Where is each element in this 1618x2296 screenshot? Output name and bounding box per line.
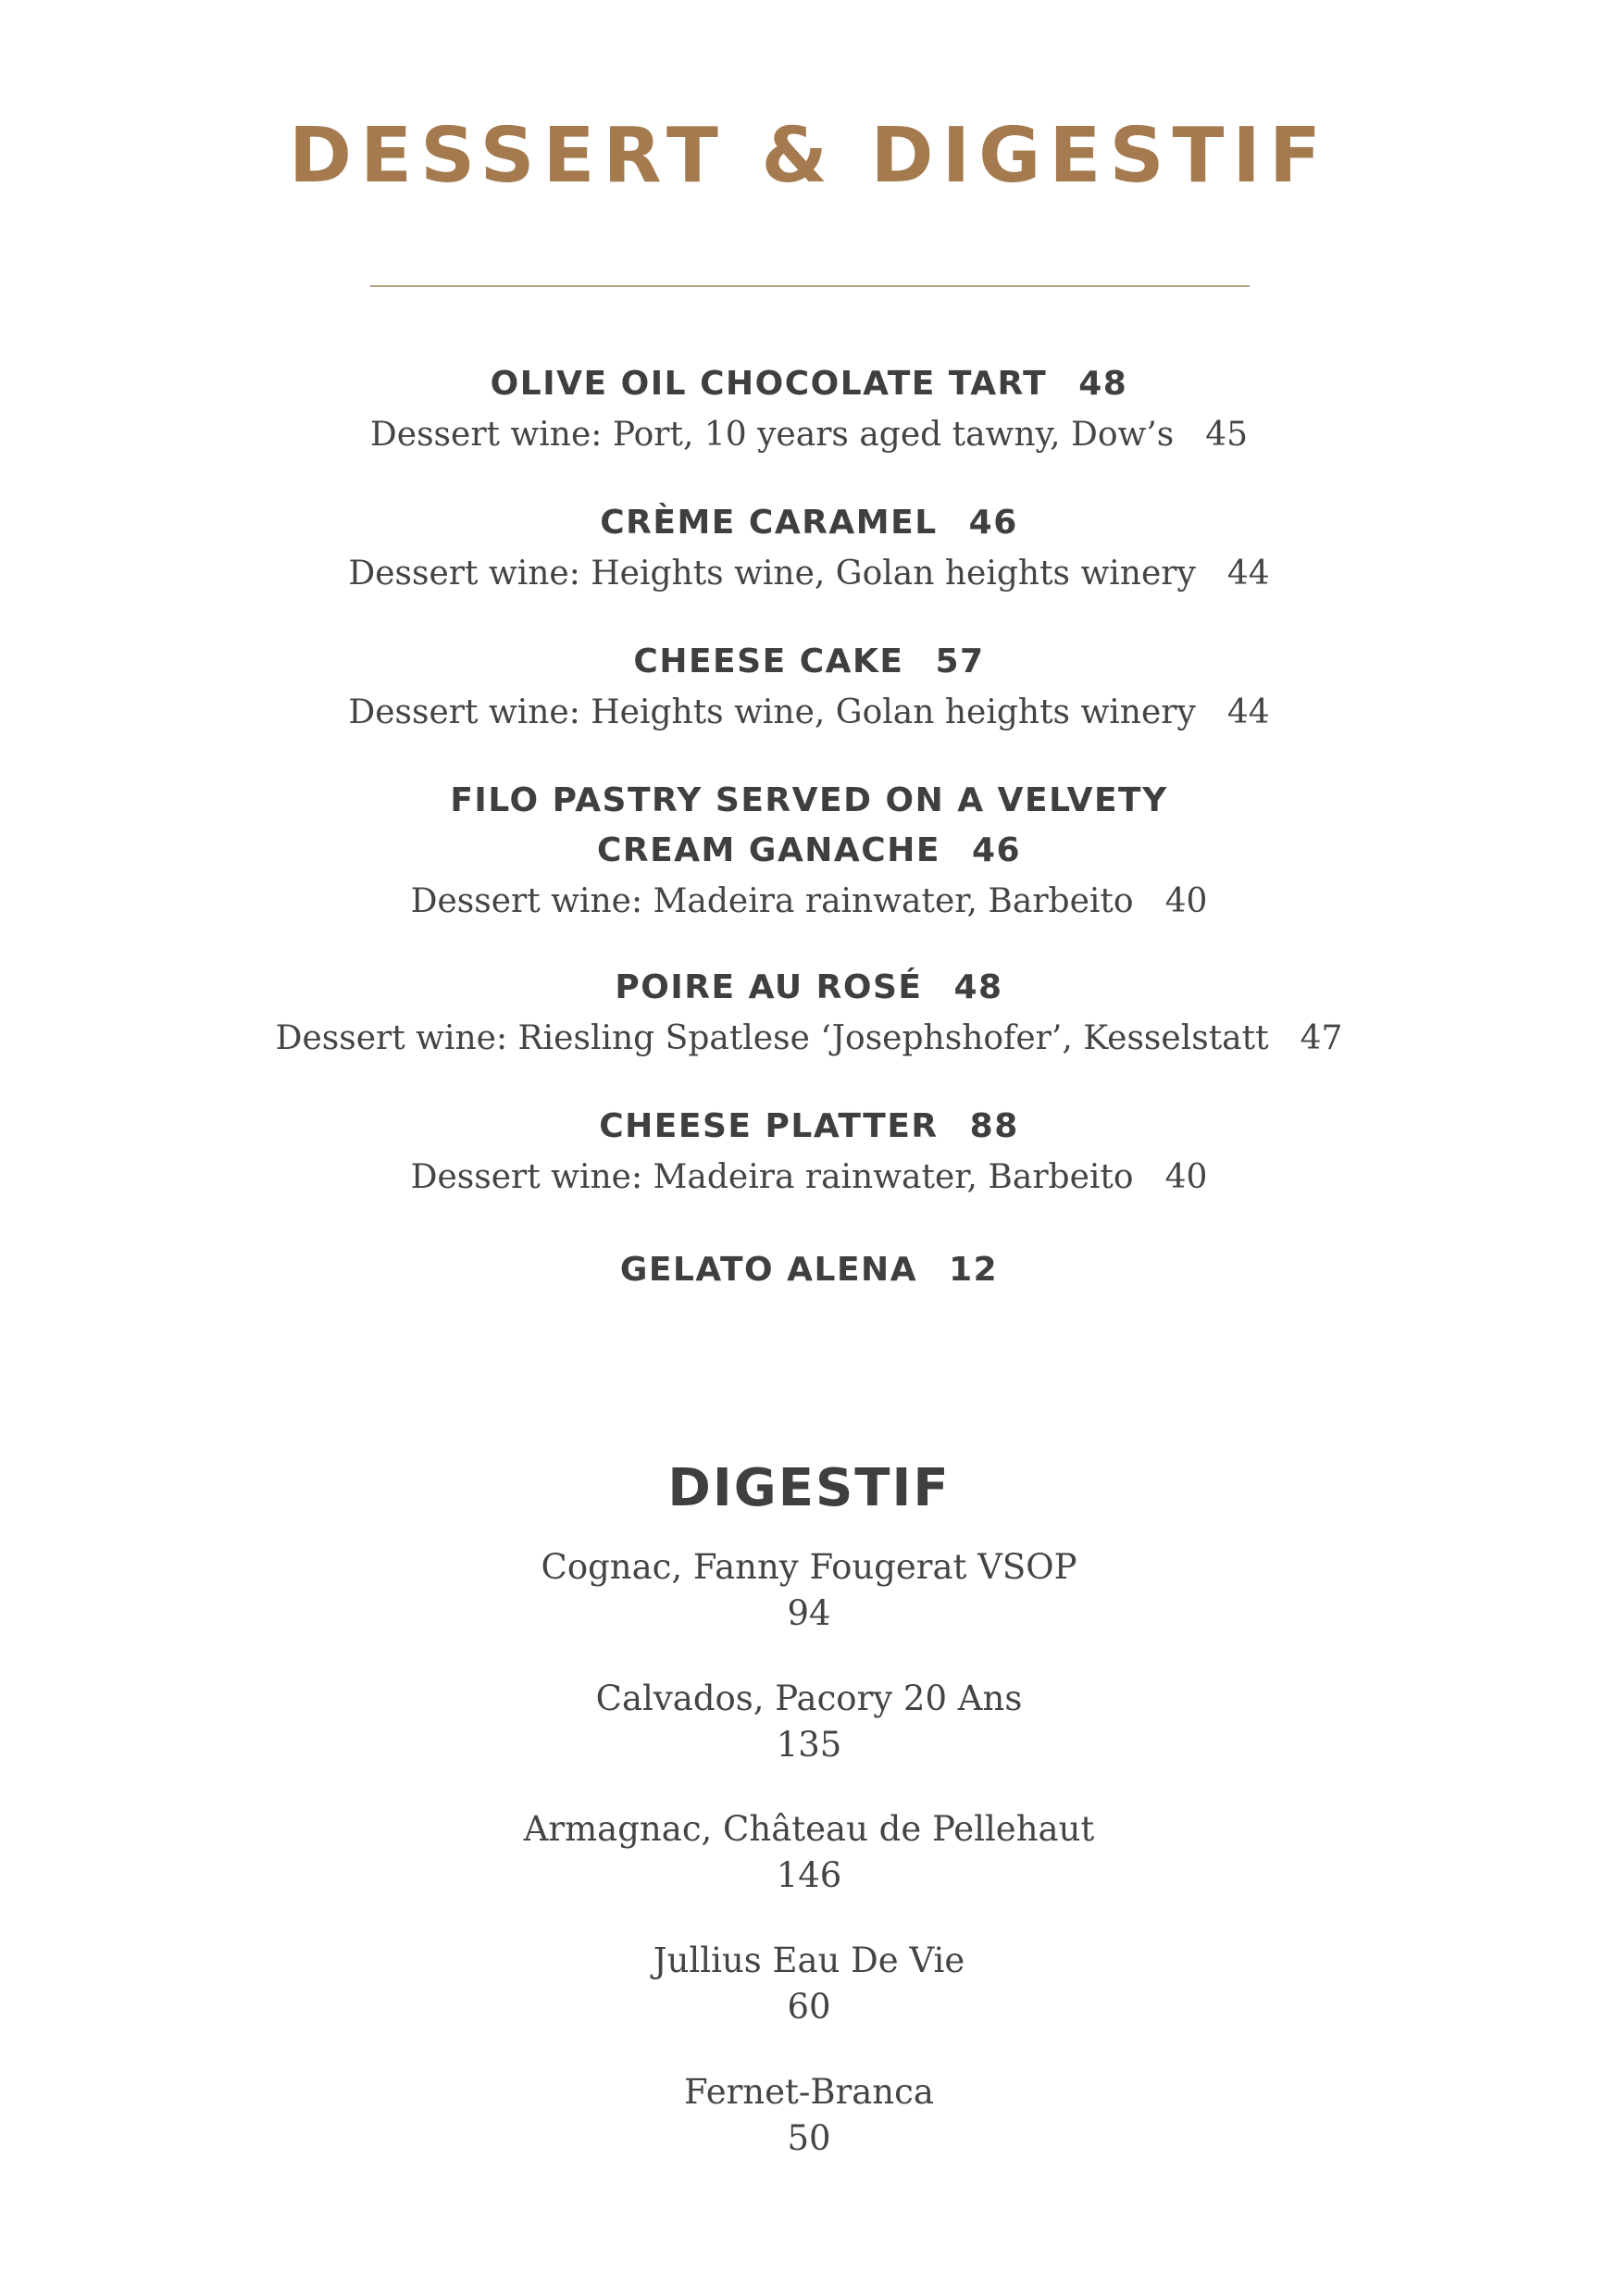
digestif-price: 135 bbox=[776, 1725, 842, 1765]
wine-pairing: Dessert wine: Madeira rainwater, Barbeito bbox=[410, 1158, 1134, 1196]
wine-price: 40 bbox=[1164, 882, 1208, 920]
wine-pairing-line bbox=[0, 1013, 1618, 1065]
wine-pairing-line bbox=[0, 548, 1618, 600]
wine-pairing: Dessert wine: Madeira rainwater, Barbeito bbox=[410, 882, 1134, 920]
digestif-name: Cognac, Fanny Fougerat VSOP bbox=[541, 1547, 1077, 1587]
dessert-name: CHEESE PLATTER bbox=[599, 1107, 939, 1145]
dessert-item bbox=[0, 637, 1618, 739]
dessert-price: 46 bbox=[971, 831, 1022, 869]
wine-pairing-line bbox=[0, 687, 1618, 739]
dessert-price: 57 bbox=[935, 643, 985, 680]
wine-pairing-line bbox=[0, 409, 1618, 461]
digestif-price: 94 bbox=[787, 1593, 831, 1633]
page-title: DESSERT & DIGESTIF bbox=[289, 112, 1329, 200]
dessert-name: CRÈME CARAMEL bbox=[600, 504, 938, 542]
wine-price: 47 bbox=[1300, 1019, 1343, 1057]
digestif-price: 60 bbox=[787, 1987, 831, 2027]
dessert-price: 46 bbox=[968, 504, 1018, 542]
dessert-price: 48 bbox=[953, 968, 1003, 1006]
digestif-price: 50 bbox=[787, 2118, 831, 2158]
dessert-name-line bbox=[0, 637, 1618, 687]
wine-pairing-line bbox=[0, 1152, 1618, 1204]
wine-price: 44 bbox=[1226, 555, 1270, 593]
dessert-item bbox=[0, 1102, 1618, 1204]
dessert-price: 48 bbox=[1078, 365, 1128, 403]
wine-pairing: Dessert wine: Riesling Spatlese ‘Josephshofer’, Kesselstatt bbox=[275, 1019, 1269, 1057]
dessert-name-line bbox=[0, 359, 1618, 409]
digestif-item bbox=[0, 1676, 1618, 1768]
digestif-item bbox=[0, 1806, 1618, 1899]
dessert-name: GELATO ALENA bbox=[619, 1251, 918, 1289]
wine-pairing-line bbox=[0, 876, 1618, 928]
wine-price: 44 bbox=[1226, 693, 1270, 731]
dessert-item bbox=[0, 359, 1618, 461]
dessert-name: CHEESE CAKE bbox=[633, 643, 904, 680]
digestif-item bbox=[0, 2069, 1618, 2162]
dessert-item bbox=[0, 1245, 1618, 1295]
dessert-name: OLIVE OIL CHOCOLATE TART bbox=[490, 365, 1048, 403]
wine-pairing: Dessert wine: Port, 10 years aged tawny, Dow’s bbox=[369, 416, 1175, 454]
dessert-name-line bbox=[0, 498, 1618, 548]
digestif-name: Fernet-Branca bbox=[684, 2072, 934, 2112]
wine-price: 40 bbox=[1164, 1158, 1208, 1196]
dessert-name: POIRE AU ROSÉ bbox=[615, 968, 923, 1006]
digestif-section-title: DIGESTIF bbox=[667, 1458, 951, 1519]
dessert-name-line bbox=[0, 1102, 1618, 1152]
dessert-name: CREAM GANACHE bbox=[596, 831, 940, 869]
dessert-name-line bbox=[0, 826, 1618, 876]
digestif-name: Jullius Eau De Vie bbox=[653, 1940, 965, 1980]
wine-pairing: Dessert wine: Heights wine, Golan heights winery bbox=[348, 555, 1196, 593]
digestif-item bbox=[0, 1938, 1618, 2030]
digestif-name: Calvados, Pacory 20 Ans bbox=[595, 1678, 1023, 1718]
dessert-item bbox=[0, 963, 1618, 1065]
dessert-name-line bbox=[0, 963, 1618, 1013]
dessert-name-line bbox=[0, 1245, 1618, 1295]
dessert-price: 12 bbox=[949, 1251, 999, 1289]
wine-pairing: Dessert wine: Heights wine, Golan heights winery bbox=[348, 693, 1196, 731]
digestif-price: 146 bbox=[776, 1855, 842, 1895]
digestif-name: Armagnac, Château de Pellehaut bbox=[523, 1809, 1095, 1849]
dessert-item bbox=[0, 498, 1618, 600]
dessert-price: 88 bbox=[969, 1107, 1019, 1145]
dessert-item bbox=[0, 776, 1618, 928]
title-divider bbox=[370, 285, 1250, 287]
dessert-name-line-1: FILO PASTRY SERVED ON A VELVETY bbox=[450, 781, 1168, 819]
digestif-item bbox=[0, 1544, 1618, 1637]
wine-price: 45 bbox=[1205, 416, 1249, 454]
